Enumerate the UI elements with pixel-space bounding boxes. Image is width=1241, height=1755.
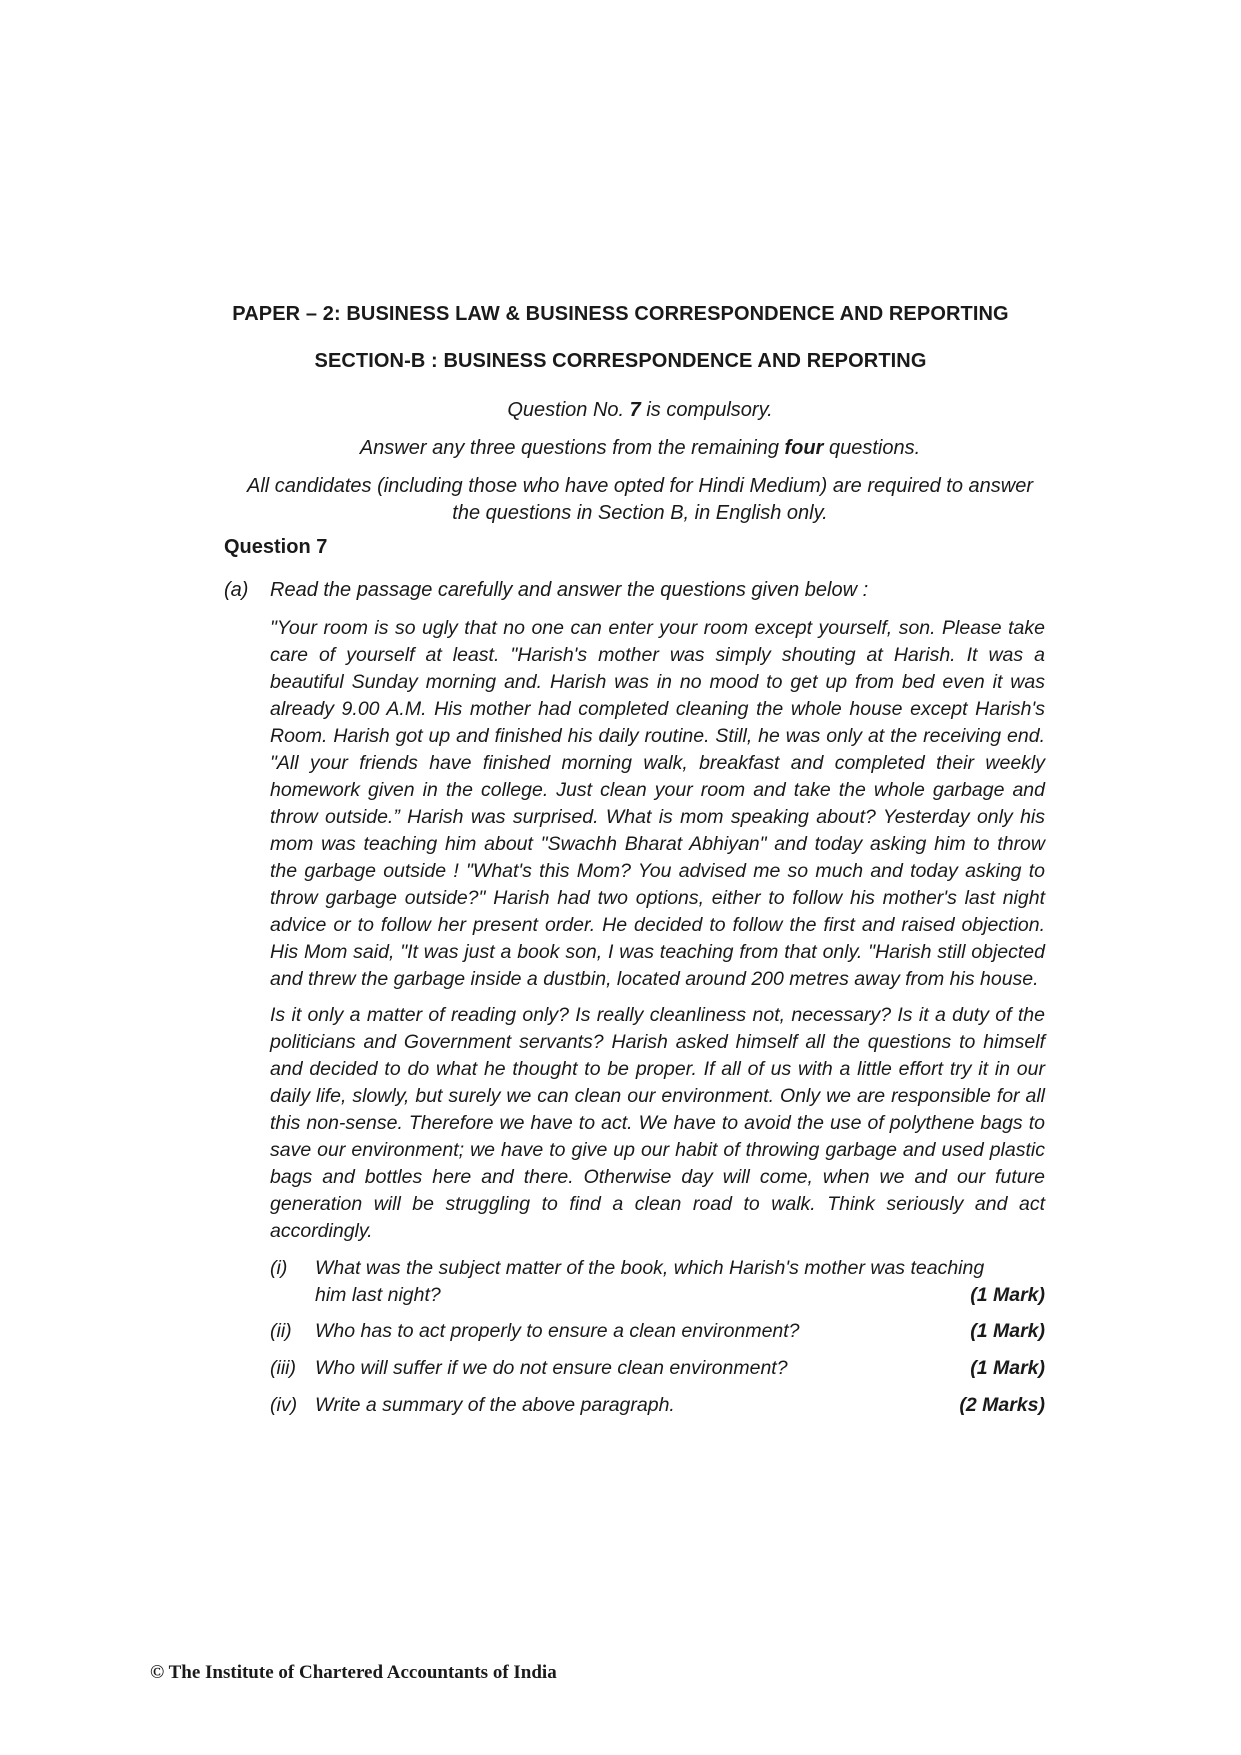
sub-question [270, 1392, 1045, 1419]
instruction-text: Question No. [507, 399, 630, 421]
sub-question-marks: (2 Marks) [959, 1394, 1045, 1416]
sub-question-number: (iv) [270, 1394, 298, 1416]
sub-question-text: What was the subject matter of the book, which Harish's mother was teaching him last night? [315, 1257, 985, 1306]
instruction-answer-any [230, 435, 1050, 462]
instruction-english-only: All candidates (including those who have opted for Hindi Medium) are required to answer the questions in Section B, in English only. [247, 475, 1033, 524]
sub-question-marks: (1 Mark) [970, 1320, 1045, 1342]
sub-question-number: (iii) [270, 1357, 296, 1379]
part-instruction: Read the passage carefully and answer the questions given below : [270, 579, 869, 601]
passage-paragraph-2: Is it only a matter of reading only? Is really cleanliness not, necessary? Is it a duty of the politicians and Government servants? Harish asked himself all the questions to himself and decided to do what he thought to be proper. If all of us with a little effort try it in our daily life, slowly, but surely we can clean our environment. Only we are responsible for all this non-sense. Therefore we have to act. We have to avoid the use of polythene bags to save our environment; we have to give up our habit of throwing garbage and used plastic bags and bottles here and there. Otherwise day will come, when we and our future generation will be struggling to find a clean road to walk. Think seriously and act accordingly. [270, 1004, 1045, 1242]
passage-paragraph-1: "Your room is so ugly that no one can enter your room except yourself, son. Please take care of yourself at least. "Harish's mother was simply shouting at Harish. It was a beautiful Sunday morning and. Harish was in no mood to get up from bed even it was already 9.00 A.M. His mother had completed cleaning the whole house except Harish's Room. Harish got up and finished his daily routine. Still, he was only at the receiving end. "All your friends have finished morning walk, breakfast and completed their weekly homework given in the college. Just clean your room and take the whole garbage and throw outside.” Harish was surprised. What is mom speaking about? Yesterday only his mom was teaching him about "Swachh Bharat Abhiyan" and today asking him to throw the garbage outside ! "What's this Mom? You advised me so much and today asking to throw garbage outside?" Harish had two options, either to follow his mother's last night advice or to follow her present order. He decided to follow the first and raised objection. His Mom said, "It was just a book son, I was teaching from that only. "Harish still objected and threw the garbage inside a dustbin, located around 200 metres away from his house. [270, 617, 1045, 990]
sub-question-marks: (1 Mark) [970, 1284, 1045, 1306]
sub-question [270, 1318, 1045, 1345]
instruction-compulsory [230, 397, 1050, 424]
paper-title: PAPER – 2: BUSINESS LAW & BUSINESS CORRESPONDENCE AND REPORTING [232, 303, 1009, 325]
sub-question-text: Who has to act properly to ensure a clean environment? [315, 1320, 800, 1342]
sub-question [270, 1355, 1045, 1382]
instruction-text: is compulsory. [640, 399, 773, 421]
section-title: SECTION-B : BUSINESS CORRESPONDENCE AND REPORTING [314, 350, 927, 372]
question-title: Question 7 [224, 536, 328, 558]
sub-question [270, 1255, 1045, 1309]
sub-question-text: Who will suffer if we do not ensure clean environment? [315, 1357, 788, 1379]
sub-question-marks: (1 Mark) [970, 1357, 1045, 1379]
instruction-text: Answer any three questions from the remaining [359, 437, 785, 459]
footer-copyright: © The Institute of Chartered Accountants of India [150, 1662, 557, 1683]
instruction-bold: four [784, 437, 824, 459]
instruction-bold: 7 [629, 399, 641, 421]
sub-question-number: (i) [270, 1257, 288, 1279]
sub-question-text: Write a summary of the above paragraph. [315, 1394, 675, 1416]
sub-question-number: (ii) [270, 1320, 292, 1342]
instruction-text: questions. [823, 437, 921, 459]
part-label: (a) [224, 579, 249, 601]
